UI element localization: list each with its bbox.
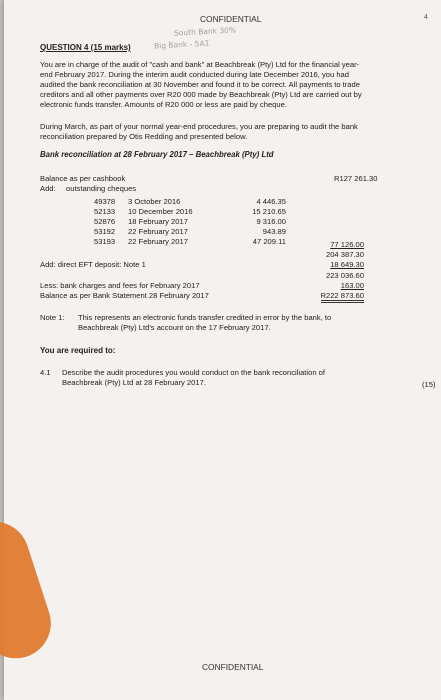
outstanding-cheques-label: outstanding cheques	[66, 184, 137, 193]
page-number: 4	[424, 14, 428, 21]
cheque-number: 49378	[94, 197, 116, 206]
cheque-number: 52133	[94, 207, 116, 216]
bank-statement-value	[304, 291, 364, 300]
cheques-total: 77 126.00	[330, 240, 364, 249]
cheque-date: 22 February 2017	[128, 237, 188, 246]
cheque-amount: 9 316.00	[256, 217, 286, 226]
required-title: You are required to:	[40, 346, 116, 355]
less-bank-charges-value: 163.00	[340, 281, 364, 290]
subtotal-1: 204 387.30	[325, 250, 364, 259]
cheque-number: 53193	[94, 237, 116, 246]
note-line-2: Beachbreak (Pty) Ltd's account on the 17 February 2017.	[78, 323, 271, 332]
header-confidential: CONFIDENTIAL	[200, 14, 262, 24]
cheque-amount: 4 446.35	[256, 197, 286, 206]
document-page	[4, 0, 441, 700]
eft-deposit-value: 18 649.30	[330, 260, 364, 269]
pencil-note-1: South Bank 30%	[173, 25, 237, 38]
intro-line-4: creditors and all other payments over R20 000 made by Beachbreak (Pty) Ltd are carried out by	[40, 90, 362, 99]
bank-statement-label: Balance as per Bank Statement 28 February 2017	[40, 291, 209, 300]
cheque-number: 52876	[94, 217, 116, 226]
cheque-date: 22 February 2017	[128, 227, 188, 236]
recon-title: Bank reconciliation at 28 February 2017 – Beachbreak (Pty) Ltd	[40, 150, 274, 159]
cheque-date: 18 February 2017	[128, 217, 188, 226]
question-title: QUESTION 4 (15 marks)	[40, 43, 131, 52]
required-marks: (15)	[422, 380, 436, 389]
cheque-amount: 47 209.11	[252, 237, 286, 246]
add-label: Add:	[40, 184, 56, 193]
note-label: Note 1:	[40, 313, 65, 322]
balance-cashbook-value: R127 261.30	[334, 174, 378, 183]
march-line-2: reconciliation prepared by Otis Redding and presented below.	[40, 132, 248, 141]
balance-cashbook-label: Balance as per cashbook	[40, 174, 126, 183]
required-line-2: Beachbreak (Pty) Ltd at 28 February 2017.	[62, 378, 206, 387]
intro-line-2: end February 2017. During the interim audit conducted during late December 2016, you had	[40, 70, 350, 79]
footer-confidential: CONFIDENTIAL	[202, 662, 264, 672]
bank-statement-amount: R222 873.60	[321, 291, 365, 303]
cheque-amount: 943.89	[262, 227, 286, 236]
cheque-date: 10 December 2016	[128, 207, 193, 216]
march-line-1: During March, as part of your normal year-end procedures, you are preparing to audit the bank	[40, 122, 358, 131]
subtotal-2: 223 036.60	[325, 271, 364, 280]
intro-line-3: audited the bank reconciliation at 30 November and found it to be correct. All payments to trade	[40, 80, 360, 89]
cheque-number: 53192	[94, 227, 116, 236]
intro-line-1: You are in charge of the audit of "cash and bank" at Beachbreak (Pty) Ltd for the financial year-	[40, 60, 360, 69]
eft-deposit-label: Add: direct EFT deposit: Note 1	[40, 260, 146, 269]
cheque-date: 3 October 2016	[128, 197, 181, 206]
pencil-note-2: Big Bank - 5A1	[153, 38, 210, 51]
less-bank-charges-label: Less: bank charges and fees for February 2017	[40, 281, 200, 290]
intro-line-5: electronic funds transfer. Amounts of R20 000 or less are paid by cheque.	[40, 100, 287, 109]
note-line-1: This represents an electronic funds transfer credited in error by the bank, to	[78, 313, 332, 322]
cheque-amount: 15 210.65	[252, 207, 286, 216]
required-line-1: Describe the audit procedures you would conduct on the bank reconciliation of	[62, 368, 325, 377]
required-number: 4.1	[40, 368, 51, 377]
